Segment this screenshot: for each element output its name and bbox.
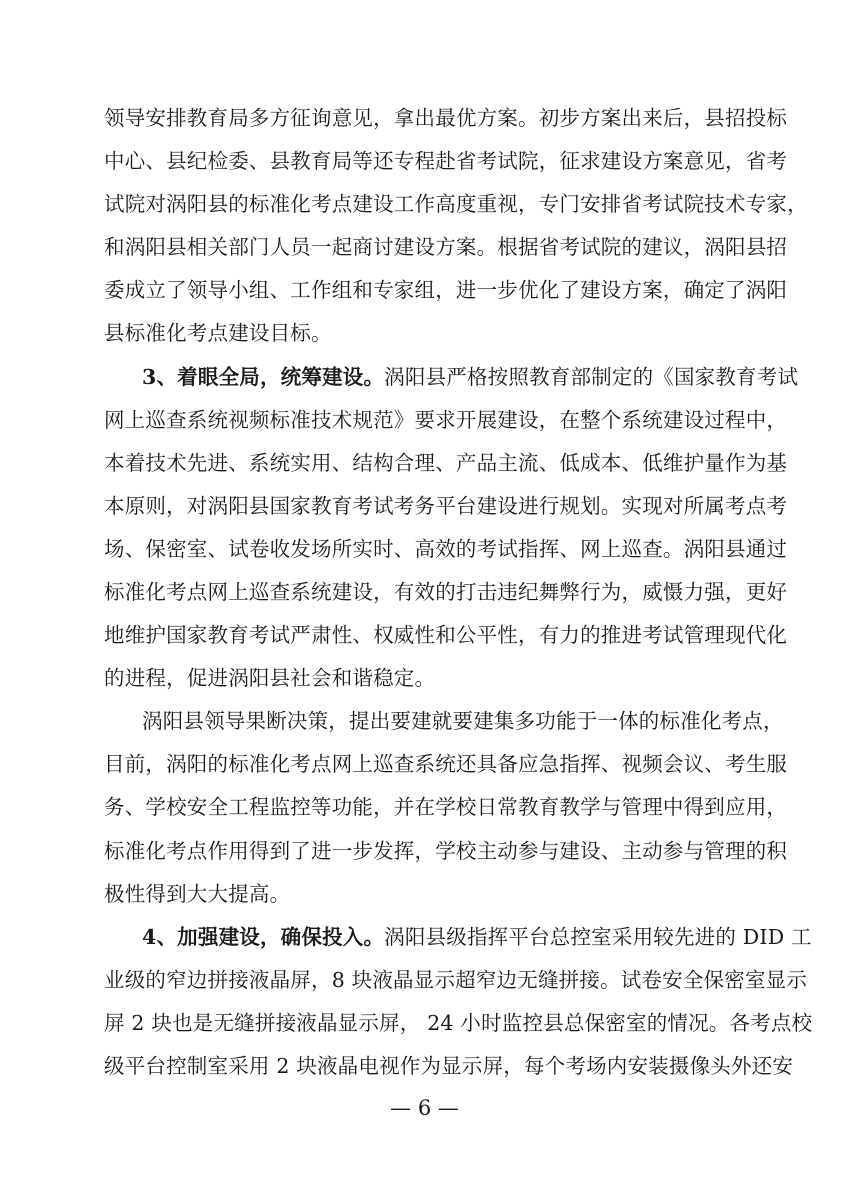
text-line: 标准化考点作用得到了进一步发挥，学校主动参与建设、主动参与管理的积 bbox=[104, 839, 788, 863]
text-line: 的进程，促进涡阳县社会和谐稳定。 bbox=[104, 666, 436, 690]
text-run: 涡阳县级指挥平台总控室采用较先进的 DID 工 bbox=[384, 925, 812, 949]
paragraph-first-line bbox=[142, 362, 799, 392]
text-line: 场、保密室、试卷收发场所实时、高效的考试指挥、网上巡查。涡阳县通过 bbox=[104, 537, 788, 561]
page-number: — 6 — bbox=[390, 1096, 459, 1120]
text-line: 地维护国家教育考试严肃性、权威性和公平性，有力的推进考试管理现代化 bbox=[104, 623, 788, 647]
section-heading: 4、加强建设，确保投入。 bbox=[142, 925, 385, 949]
text-line: 本原则，对涡阳县国家教育考试考务平台建设进行规划。实现对所属考点考 bbox=[104, 494, 788, 518]
text-line: 和涡阳县相关部门人员一起商讨建设方案。根据省考试院的建议，涡阳县招 bbox=[104, 235, 788, 259]
text-line: 委成立了领导小组、工作组和专家组，进一步优化了建设方案，确定了涡阳 bbox=[104, 278, 788, 302]
text-line: 务、学校安全工程监控等功能，并在学校日常教育教学与管理中得到应用， bbox=[104, 795, 788, 819]
section-heading: 3、着眼全局，统筹建设。 bbox=[142, 365, 385, 389]
paragraph-first-line: 涡阳县领导果断决策，提出要建就要建集多功能于一体的标准化考点， bbox=[142, 709, 784, 733]
text-line: 屏 2 块也是无缝拼接液晶显示屏， 24 小时监控县总保密室的情况。各考点校 bbox=[104, 1011, 813, 1035]
text-line: 领导安排教育局多方征询意见，拿出最优方案。初步方案出来后，县招投标 bbox=[104, 106, 788, 130]
text-line: 业级的窄边拼接液晶屏，8 块液晶显示超窄边无缝拼接。试卷安全保密室显示 bbox=[104, 968, 808, 992]
text-line: 极性得到大大提高。 bbox=[104, 882, 291, 906]
text-line: 标准化考点网上巡查系统建设，有效的打击违纪舞弊行为，威慑力强，更好 bbox=[104, 580, 788, 604]
text-run: 涡阳县严格按照教育部制定的《国家教育考试 bbox=[384, 365, 799, 389]
text-line: 目前，涡阳的标准化考点网上巡查系统还具备应急指挥、视频会议、考生服 bbox=[104, 752, 788, 776]
text-line: 县标准化考点建设目标。 bbox=[104, 321, 332, 345]
text-line: 中心、县纪检委、县教育局等还专程赴省考试院，征求建设方案意见，省考 bbox=[104, 149, 788, 173]
text-line: 网上巡查系统视频标准技术规范》要求开展建设，在整个系统建设过程中， bbox=[104, 408, 788, 432]
text-line: 本着技术先进、系统实用、结构合理、产品主流、低成本、低维护量作为基 bbox=[104, 451, 788, 475]
text-line: 级平台控制室采用 2 块液晶电视作为显示屏，每个考场内安装摄像头外还安 bbox=[104, 1054, 794, 1078]
paragraph-first-line bbox=[142, 922, 812, 952]
text-line: 试院对涡阳县的标准化考点建设工作高度重视，专门安排省考试院技术专家， bbox=[104, 192, 808, 216]
